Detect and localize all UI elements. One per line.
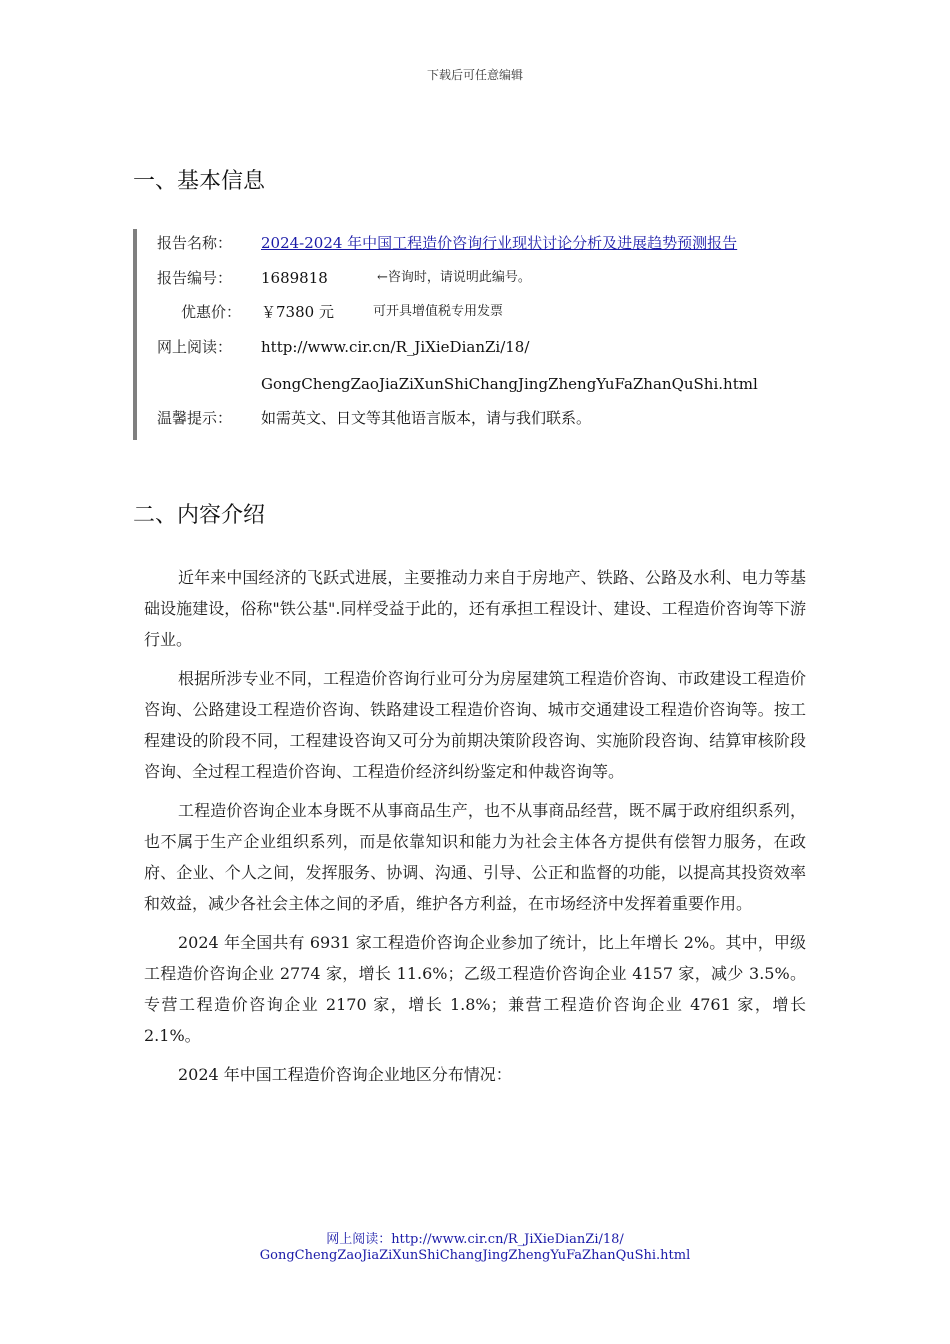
section-title-content-intro: 二、内容介绍: [133, 503, 266, 528]
footer-url-line1[interactable]: 网上阅读：http://www.cir.cn/R_JiXieDianZi/18/: [326, 1232, 624, 1247]
tip-label: 温馨提示：: [157, 409, 233, 427]
invoice-note: 可开具增值税专用发票: [373, 304, 504, 319]
report-name-label: 报告名称：: [157, 234, 233, 252]
report-code-value: 1689818: [261, 269, 328, 287]
section-title-basic-info: 一、基本信息: [133, 169, 266, 194]
content-body: [144, 562, 806, 1098]
page-header: 下载后可任意编辑: [426, 68, 523, 82]
report-code-label: 报告编号：: [157, 269, 233, 287]
footer-url-line2[interactable]: GongChengZaoJiaZiXunShiChangJingZhengYuFaZhanQuShi.html: [259, 1248, 691, 1263]
online-read-url-line2[interactable]: GongChengZaoJiaZiXunShiChangJingZhengYuFaZhanQuShi.html: [261, 375, 758, 393]
paragraph: 2024 年全国共有 6931 家工程造价咨询企业参加了统计，比上年增长 2%。其中，甲级工程造价咨询企业 2774 家，增长 11.6%；乙级工程造价咨询企业 4157 家，减少 3.5%。专营工程造价咨询企业 2170 家，增长 1.8%；兼营工程造价咨询企业 4761 家，增长 2.1%。: [144, 933, 806, 1045]
report-code-note: ←咨询时，请说明此编号。: [377, 270, 531, 285]
price-label: 优惠价：: [180, 303, 241, 321]
paragraph: 2024 年中国工程造价咨询企业地区分布情况：: [178, 1065, 512, 1084]
paragraph: 工程造价咨询企业本身既不从事商品生产，也不从事商品经营，既不属于政府组织系列，也不属于生产企业组织系列，而是依靠知识和能力为社会主体各方提供有偿智力服务，在政府、企业、个人之间，发挥服务、协调、沟通、引导、公正和监督的功能，以提高其投资效率和效益，减少各社会主体之间的矛盾，维护各方利益，在市场经济中发挥着重要作用。: [144, 801, 806, 913]
tip-value: 如需英文、日文等其他语言版本，请与我们联系。: [261, 409, 592, 427]
report-name-link[interactable]: 2024-2024 年中国工程造价咨询行业现状讨论分析及进展趋势预测报告: [261, 234, 738, 252]
paragraph: 近年来中国经济的飞跃式进展，主要推动力来自于房地产、铁路、公路及水利、电力等基础设施建设，俗称"铁公基".同样受益于此的，还有承担工程设计、建设、工程造价咨询等下游行业。: [144, 568, 806, 649]
paragraph: 根据所涉专业不同，工程造价咨询行业可分为房屋建筑工程造价咨询、市政建设工程造价咨询、公路建设工程造价咨询、铁路建设工程造价咨询、城市交通建设工程造价咨询等。按工程建设的阶段不同，工程建设咨询又可分为前期决策阶段咨询、实施阶段咨询、结算审核阶段咨询、全过程工程造价咨询、工程造价经济纠纷鉴定和仲裁咨询等。: [144, 669, 806, 781]
price-value: ￥7380 元: [261, 303, 334, 321]
online-read-url-line1[interactable]: http://www.cir.cn/R_JiXieDianZi/18/: [261, 338, 530, 356]
info-block: [133, 229, 817, 440]
online-read-label: 网上阅读：: [157, 338, 233, 356]
page-footer: [0, 1232, 950, 1264]
